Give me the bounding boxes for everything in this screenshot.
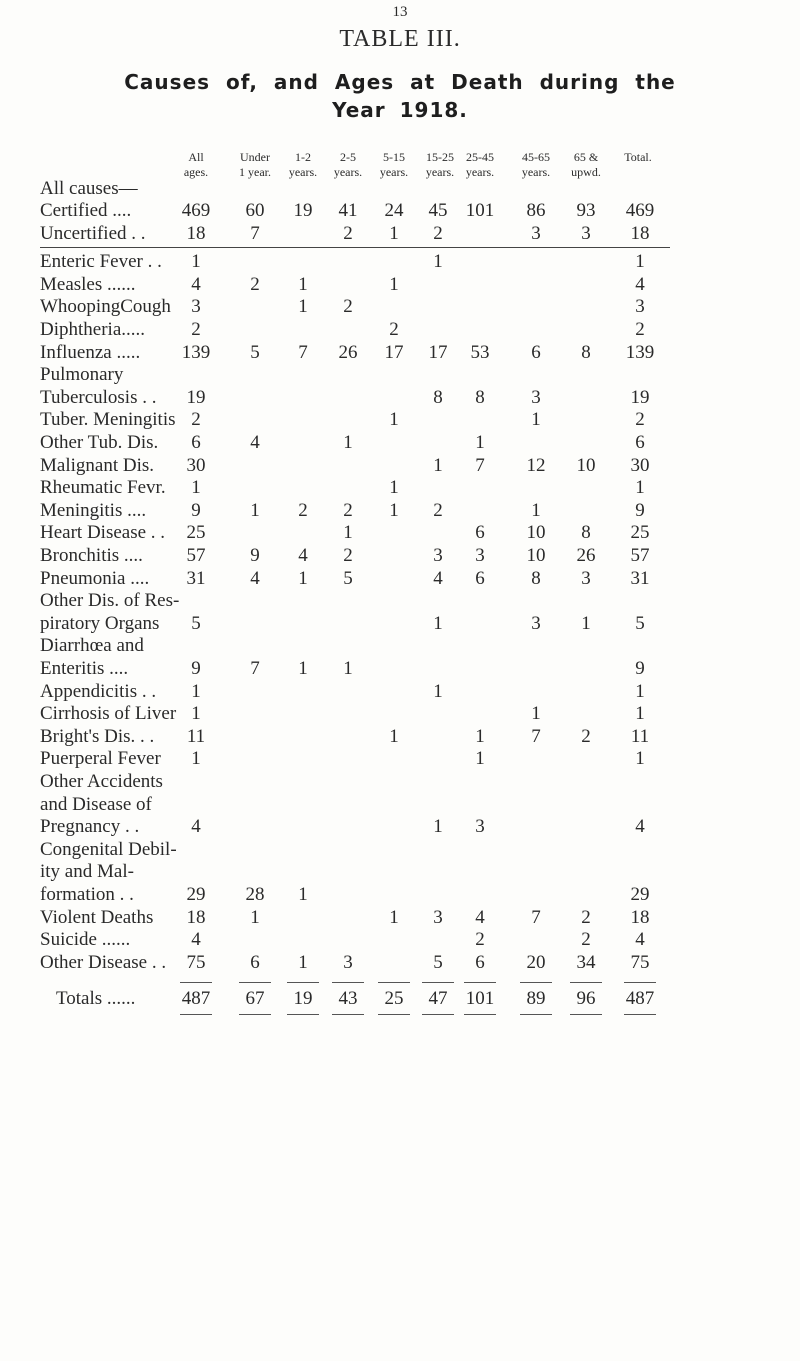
- table-cell: 1: [635, 251, 645, 273]
- row-label: Cirrhosis of Liver: [40, 703, 177, 725]
- totals-cell: 25: [384, 988, 404, 1010]
- table-cell: 1: [343, 432, 353, 453]
- table-cell: 45: [428, 200, 448, 221]
- row-label: WhoopingCough: [40, 296, 171, 318]
- row-label: Uncertified . .: [40, 222, 146, 244]
- table-cell: 31: [186, 567, 206, 589]
- table-cell: 8: [475, 386, 485, 408]
- table-cell: 6: [531, 341, 541, 363]
- column-header-line: 15-25: [426, 150, 454, 164]
- table-cell: 2: [191, 319, 201, 340]
- row-label: Bright's Dis. . .: [40, 725, 155, 747]
- totals-top-rule: [332, 982, 364, 983]
- table-cell: 18: [630, 222, 650, 244]
- table-cell: 2: [389, 319, 399, 340]
- column-header-line: Under: [240, 150, 270, 164]
- table-cell: 2: [433, 222, 443, 244]
- table-cell: 1: [191, 703, 201, 725]
- row-label: Tuber. Meningitis: [40, 409, 176, 431]
- table-cell: 10: [576, 454, 596, 476]
- totals-label: Totals ......: [56, 988, 136, 1010]
- table-cell: 7: [531, 906, 541, 928]
- table-cell: 9: [250, 545, 260, 566]
- heading-line-1: Causes of, and Ages at Death during the: [124, 70, 676, 94]
- page-number: 13: [392, 4, 408, 20]
- table-cell: 9: [191, 499, 201, 521]
- totals-cell: 101: [465, 988, 495, 1010]
- row-label: Pregnancy . .: [40, 816, 140, 838]
- table-cell: 139: [181, 341, 211, 363]
- table-cell: 29: [186, 884, 206, 905]
- table-cell: 4: [191, 816, 201, 838]
- table-cell: 2: [475, 929, 485, 951]
- column-header-line: 65 &: [573, 150, 599, 164]
- table-cell: 4: [191, 273, 201, 295]
- table-cell: 2: [635, 409, 645, 431]
- table-cell: 1: [250, 499, 260, 521]
- column-header: [450, 150, 510, 180]
- table-cell: 5: [635, 612, 645, 634]
- table-cell: 1: [433, 816, 443, 838]
- table-cell: 1: [475, 432, 485, 453]
- table-cell: 24: [384, 200, 404, 221]
- table-cell: 3: [581, 222, 591, 244]
- table-cell: 1: [298, 658, 308, 679]
- row-label: Appendicitis . .: [40, 680, 157, 702]
- table-cell: 4: [635, 273, 645, 295]
- totals-bottom-rule: [287, 1014, 319, 1015]
- table-title: TABLE III.: [339, 26, 461, 52]
- table-cell: 1: [298, 273, 308, 295]
- table-cell: 2: [191, 409, 201, 431]
- table-cell: 6: [475, 522, 485, 544]
- table-cell: 1: [298, 951, 308, 973]
- table-cell: 1: [191, 748, 201, 770]
- column-header-line: 1 year.: [239, 165, 271, 179]
- table-cell: 30: [186, 454, 206, 476]
- table-cell: 2: [581, 906, 591, 928]
- table-cell: 75: [186, 951, 206, 973]
- totals-bottom-rule: [520, 1014, 552, 1015]
- table-cell: 57: [186, 545, 206, 566]
- totals-cell: 67: [245, 988, 265, 1010]
- row-label: Other Accidents: [40, 771, 163, 792]
- table-cell: 5: [433, 951, 443, 973]
- totals-top-rule: [570, 982, 602, 983]
- table-cell: 19: [293, 200, 313, 221]
- table-cell: 30: [630, 454, 650, 476]
- totals-cell: 487: [181, 988, 211, 1010]
- totals-cell: 19: [293, 988, 313, 1010]
- column-header-line: upwd.: [571, 165, 601, 179]
- column-header-line: All: [188, 150, 204, 164]
- table-cell: 2: [343, 222, 353, 244]
- row-label: Congenital Debil-: [40, 838, 177, 860]
- column-header-line: years.: [288, 165, 318, 179]
- row-label: Pneumonia ....: [40, 567, 150, 589]
- row-label: Enteric Fever . .: [40, 251, 162, 273]
- column-header-line: 5-15: [383, 150, 405, 164]
- table-cell: 18: [186, 906, 206, 928]
- table-cell: 1: [389, 222, 399, 244]
- table-cell: 2: [298, 499, 308, 521]
- table-cell: 469: [625, 200, 655, 221]
- row-label: Bronchitis ....: [40, 545, 143, 566]
- totals-bottom-rule: [378, 1014, 410, 1015]
- table-cell: 3: [475, 816, 485, 838]
- row-label: Puerperal Fever: [40, 748, 161, 770]
- totals-cell: 89: [526, 988, 546, 1010]
- table-cell: 10: [526, 522, 546, 544]
- table-cell: 7: [475, 454, 485, 476]
- table-cell: 26: [338, 341, 358, 363]
- table-cell: 2: [581, 725, 591, 747]
- totals-top-rule: [180, 982, 212, 983]
- table-cell: 25: [186, 522, 206, 544]
- table-cell: 1: [475, 748, 485, 770]
- table-cell: 28: [245, 884, 265, 905]
- totals-bottom-rule: [239, 1014, 271, 1015]
- totals-bottom-rule: [422, 1014, 454, 1015]
- table-cell: 1: [433, 251, 443, 273]
- row-label: piratory Organs: [40, 612, 160, 634]
- totals-bottom-rule: [180, 1014, 212, 1015]
- table-cell: 19: [630, 386, 650, 408]
- table-cell: 1: [389, 409, 399, 431]
- totals-bottom-rule: [570, 1014, 602, 1015]
- totals-top-rule: [624, 982, 656, 983]
- table-cell: 1: [389, 477, 399, 499]
- table-cell: 41: [338, 200, 358, 221]
- row-label: Influenza .....: [40, 341, 141, 363]
- table-cell: 1: [531, 409, 541, 431]
- table-cell: 469: [181, 200, 211, 221]
- table-cell: 3: [531, 612, 541, 634]
- table-cell: 11: [630, 725, 650, 747]
- table-cell: 101: [465, 200, 495, 221]
- table-cell: 2: [343, 499, 353, 521]
- row-label: Heart Disease . .: [40, 522, 166, 544]
- column-header-line: years.: [521, 165, 551, 179]
- table-cell: 139: [625, 341, 655, 363]
- table-cell: 3: [343, 951, 353, 973]
- table-cell: 1: [191, 680, 201, 702]
- section-divider: [40, 247, 670, 248]
- table-cell: 34: [576, 951, 596, 973]
- table-cell: 4: [191, 929, 201, 951]
- table-cell: 6: [475, 567, 485, 589]
- row-label: Other Disease . .: [40, 951, 167, 973]
- table-cell: 3: [475, 545, 485, 566]
- table-cell: 26: [576, 545, 596, 566]
- table-cell: 6: [635, 432, 645, 453]
- table-cell: 60: [245, 200, 265, 221]
- table-cell: 9: [635, 499, 645, 521]
- table-cell: 2: [635, 319, 645, 340]
- table-cell: 4: [250, 567, 260, 589]
- table-cell: 3: [531, 222, 541, 244]
- table-cell: 2: [581, 929, 591, 951]
- column-header-line: 2-5: [340, 150, 356, 164]
- row-label: Rheumatic Fevr.: [40, 477, 166, 499]
- table-cell: 1: [343, 522, 353, 544]
- column-header-line: years.: [465, 165, 495, 179]
- totals-cell: 43: [338, 988, 358, 1010]
- totals-top-rule: [287, 982, 319, 983]
- column-header-line: 25-45: [466, 150, 494, 164]
- totals-bottom-rule: [332, 1014, 364, 1015]
- table-cell: 10: [526, 545, 546, 566]
- totals-top-rule: [464, 982, 496, 983]
- table-cell: 7: [298, 341, 308, 363]
- column-header-line: years.: [379, 165, 409, 179]
- table-cell: 4: [298, 545, 308, 566]
- table-cell: 18: [630, 906, 650, 928]
- table-cell: 86: [526, 200, 546, 221]
- column-header: [608, 150, 668, 165]
- table-cell: 9: [191, 658, 201, 679]
- table-cell: 1: [531, 499, 541, 521]
- table-cell: 1: [581, 612, 591, 634]
- table-cell: 1: [433, 612, 443, 634]
- table-cell: 8: [581, 341, 591, 363]
- totals-bottom-rule: [624, 1014, 656, 1015]
- table-cell: 57: [630, 545, 650, 566]
- table-cell: 6: [250, 951, 260, 973]
- table-cell: 3: [191, 296, 201, 318]
- table-cell: 17: [384, 341, 404, 363]
- row-label: Other Dis. of Res-: [40, 590, 180, 612]
- table-cell: 18: [186, 222, 206, 244]
- table-cell: 2: [250, 273, 260, 295]
- row-label: Malignant Dis.: [40, 454, 154, 476]
- totals-cell: 487: [625, 988, 655, 1010]
- table-cell: 29: [630, 884, 650, 905]
- table-cell: 5: [191, 612, 201, 634]
- table-cell: 1: [389, 906, 399, 928]
- row-label: Diarrhœa and: [40, 635, 144, 657]
- table-cell: 2: [433, 499, 443, 521]
- table-cell: 1: [298, 884, 308, 905]
- totals-bottom-rule: [464, 1014, 496, 1015]
- table-cell: 3: [581, 567, 591, 589]
- table-cell: 1: [343, 658, 353, 679]
- table-cell: 1: [389, 499, 399, 521]
- table-cell: 9: [635, 658, 645, 679]
- table-cell: 3: [635, 296, 645, 318]
- table-cell: 6: [475, 951, 485, 973]
- table-cell: 8: [581, 522, 591, 544]
- row-label: Meningitis ....: [40, 499, 147, 521]
- table-cell: 4: [250, 432, 260, 453]
- table-cell: 17: [428, 341, 448, 363]
- table-cell: 1: [298, 296, 308, 318]
- totals-top-rule: [239, 982, 271, 983]
- table-cell: 8: [433, 386, 443, 408]
- table-cell: 53: [470, 341, 490, 363]
- table-cell: 1: [635, 680, 645, 702]
- totals-cell: 47: [428, 988, 448, 1010]
- totals-top-rule: [520, 982, 552, 983]
- column-header: [556, 150, 616, 180]
- table-cell: 4: [635, 816, 645, 838]
- totals-top-rule: [422, 982, 454, 983]
- totals-cell: 96: [576, 988, 596, 1010]
- table-cell: 93: [576, 200, 596, 221]
- row-label: Violent Deaths: [40, 906, 154, 928]
- column-header-line: Total.: [624, 150, 652, 164]
- table-cell: 1: [635, 477, 645, 499]
- table-cell: 3: [433, 906, 443, 928]
- table-cell: 1: [250, 906, 260, 928]
- group-label: All causes—: [40, 178, 138, 199]
- table-cell: 1: [433, 680, 443, 702]
- table-cell: 2: [343, 545, 353, 566]
- table-cell: 31: [630, 567, 650, 589]
- table-cell: 25: [630, 522, 650, 544]
- row-label: Measles ......: [40, 273, 136, 295]
- table-cell: 1: [389, 725, 399, 747]
- table-cell: 4: [635, 929, 645, 951]
- table-cell: 11: [186, 725, 206, 747]
- totals-top-rule: [378, 982, 410, 983]
- row-label: Enteritis ....: [40, 658, 129, 679]
- row-label: Certified ....: [40, 200, 132, 221]
- table-cell: 6: [191, 432, 201, 453]
- table-cell: 3: [433, 545, 443, 566]
- table-cell: 7: [531, 725, 541, 747]
- table-cell: 75: [630, 951, 650, 973]
- column-header: [166, 150, 226, 180]
- column-header-line: years.: [333, 165, 363, 179]
- table-cell: 1: [298, 567, 308, 589]
- row-label: Other Tub. Dis.: [40, 432, 159, 453]
- table-cell: 1: [635, 748, 645, 770]
- row-label: and Disease of: [40, 793, 152, 815]
- table-cell: 1: [191, 477, 201, 499]
- column-header-line: 45-65: [522, 150, 550, 164]
- table-cell: 1: [191, 251, 201, 273]
- table-cell: 1: [389, 273, 399, 295]
- table-cell: 1: [635, 703, 645, 725]
- table-cell: 12: [526, 454, 546, 476]
- table-cell: 4: [433, 567, 443, 589]
- row-label: Pulmonary: [40, 364, 124, 386]
- column-header-line: years.: [425, 165, 455, 179]
- table-cell: 7: [250, 222, 260, 244]
- table-cell: 20: [526, 951, 546, 973]
- row-label: ity and Mal-: [40, 861, 134, 883]
- table-cell: 1: [531, 703, 541, 725]
- table-cell: 3: [531, 386, 541, 408]
- heading-line-2: Year 1918.: [332, 98, 468, 122]
- column-header-line: ages.: [183, 165, 209, 179]
- table-cell: 2: [343, 296, 353, 318]
- table-cell: 19: [186, 386, 206, 408]
- table-cell: 5: [250, 341, 260, 363]
- table-cell: 1: [475, 725, 485, 747]
- table-cell: 5: [343, 567, 353, 589]
- table-cell: 7: [250, 658, 260, 679]
- table-cell: 4: [475, 906, 485, 928]
- row-label: Suicide ......: [40, 929, 131, 951]
- table-cell: 1: [433, 454, 443, 476]
- row-label: Tuberculosis . .: [40, 386, 157, 408]
- row-label: formation . .: [40, 884, 134, 905]
- column-header-line: 1-2: [295, 150, 311, 164]
- table-cell: 8: [531, 567, 541, 589]
- row-label: Diphtheria.....: [40, 319, 146, 340]
